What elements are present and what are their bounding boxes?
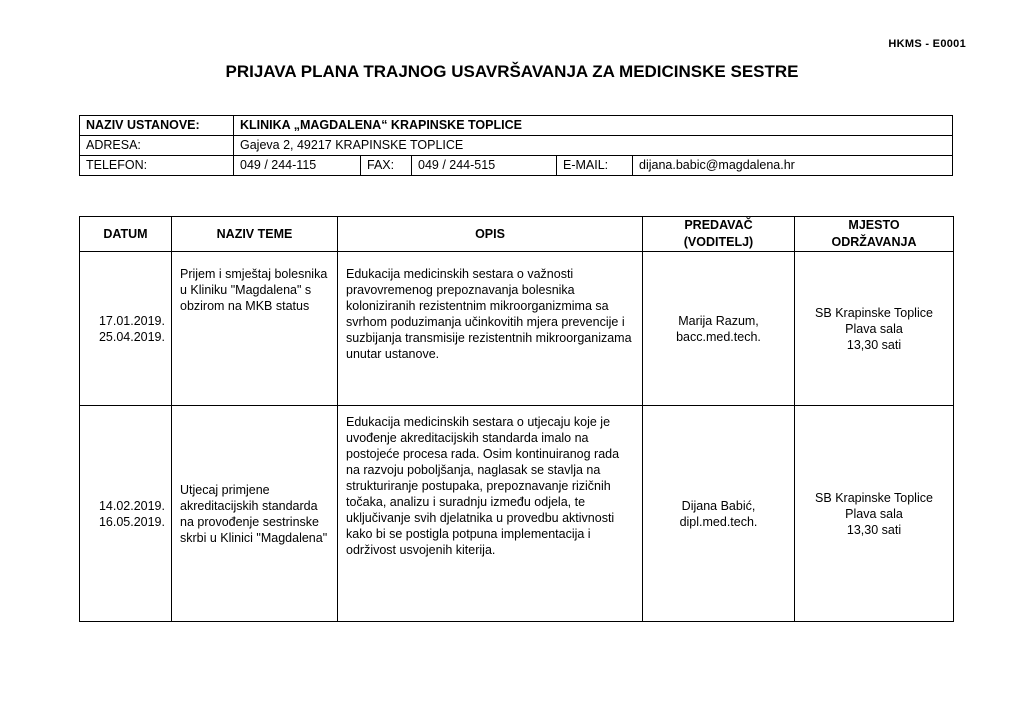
address-label: ADRESA: xyxy=(80,136,234,156)
row-topic: Utjecaj primjene akreditacijskih standarda na provođenje sestrinske skrbi u Klinici "Magdalena" xyxy=(172,406,338,622)
row-lecturer: Marija Razum, bacc.med.tech. xyxy=(643,252,795,406)
institution-name-value: KLINIKA „MAGDALENA“ KRAPINSKE TOPLICE xyxy=(234,116,953,136)
row-description: Edukacija medicinskih sestara o utjecaju koje je uvođenje akreditacijskih standarda imalo na postojeće procesa rada. Osim kontinuiranog rada na razvoju poboljšanja, naglasak se stavlja na strukturiranje postupaka, prepoznavanje rizičnih točaka, analizu i suradnju između odjela, te uključivanje svih djelatnika u provedbu aktivnosti kako bi se postigla potpuna implementacija i održivost usvojenih kiterija. xyxy=(338,406,643,622)
email-label: E-MAIL: xyxy=(557,156,633,176)
row-place: SB Krapinske Toplice Plava sala 13,30 sati xyxy=(795,406,954,622)
header-lecturer: PREDAVAČ (VODITELJ) xyxy=(643,217,795,252)
header-description: OPIS xyxy=(338,217,643,252)
row-place: SB Krapinske Toplice Plava sala 13,30 sati xyxy=(795,252,954,406)
address-value: Gajeva 2, 49217 KRAPINSKE TOPLICE xyxy=(234,136,953,156)
page-title: PRIJAVA PLANA TRAJNOG USAVRŠAVANJA ZA MEDICINSKE SESTRE xyxy=(225,62,799,81)
phone-value: 049 / 244-115 xyxy=(234,156,361,176)
training-plan-table xyxy=(79,216,954,622)
table-header-row xyxy=(80,217,954,252)
contact-row xyxy=(80,156,953,176)
fax-value: 049 / 244-515 xyxy=(412,156,557,176)
institution-info-table xyxy=(79,115,953,176)
header-topic: NAZIV TEME xyxy=(172,217,338,252)
table-row xyxy=(80,406,954,622)
row-dates: 17.01.2019. 25.04.2019. xyxy=(80,252,172,406)
row-lecturer: Dijana Babić, dipl.med.tech. xyxy=(643,406,795,622)
row-dates: 14.02.2019. 16.05.2019. xyxy=(80,406,172,622)
institution-name-row xyxy=(80,116,953,136)
address-row xyxy=(80,136,953,156)
table-row xyxy=(80,252,954,406)
document-code: HKMS - E0001 xyxy=(888,38,966,50)
email-value: dijana.babic@magdalena.hr xyxy=(633,156,953,176)
fax-label: FAX: xyxy=(361,156,412,176)
institution-name-label: NAZIV USTANOVE: xyxy=(80,116,234,136)
row-description: Edukacija medicinskih sestara o važnosti pravovremenog prepoznavanja bolesnika koloniziranih rezistentnim mikroorganizmima sa svrhom poduzimanja učinkovitih mjera prevencije i suzbijanja transmisije rezistentnih mikroorganizama unutar ustanove. xyxy=(338,252,643,406)
header-place: MJESTO ODRŽAVANJA xyxy=(795,217,954,252)
row-topic: Prijem i smještaj bolesnika u Kliniku "Magdalena" s obzirom na MKB status xyxy=(172,252,338,406)
phone-label: TELEFON: xyxy=(80,156,234,176)
header-date: DATUM xyxy=(80,217,172,252)
